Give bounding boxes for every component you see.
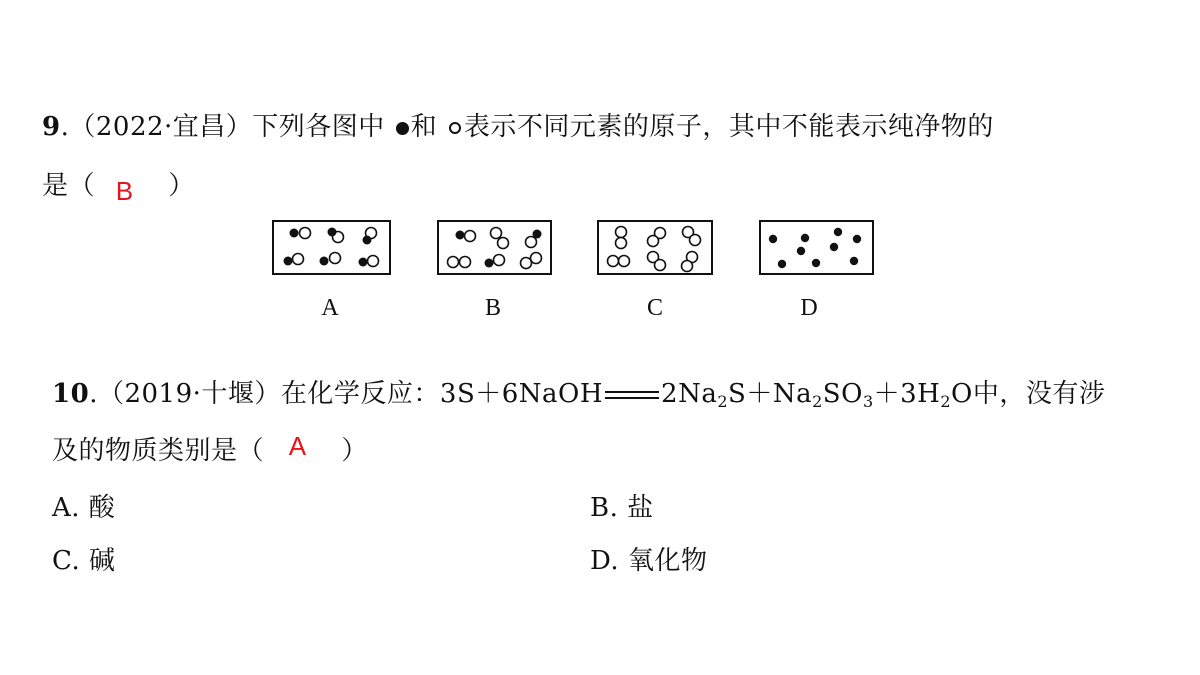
molecule-diagram-a bbox=[274, 222, 389, 273]
atom-empty bbox=[300, 228, 311, 239]
choice-a: A. 酸 bbox=[52, 493, 116, 523]
q10-line1 bbox=[52, 373, 1105, 410]
atom-empty bbox=[648, 236, 659, 247]
equation-subscript: 3 bbox=[862, 392, 874, 411]
equation-part: SO bbox=[822, 379, 863, 409]
option-label-d: D bbox=[800, 295, 818, 321]
equation-part: O bbox=[951, 379, 973, 409]
atom-filled bbox=[290, 229, 299, 238]
atom-filled bbox=[834, 228, 842, 236]
equals-sign bbox=[605, 391, 659, 399]
q9-source: （2022·宜昌） bbox=[69, 112, 253, 142]
atom-empty bbox=[494, 255, 505, 266]
q10-line2-prefix: 及的物质类别是（ bbox=[52, 436, 265, 466]
atom-filled bbox=[456, 231, 465, 240]
atom-empty bbox=[526, 237, 537, 248]
q9-dot: . bbox=[60, 112, 70, 142]
option-label-c: C bbox=[646, 295, 663, 321]
atom-empty bbox=[491, 228, 502, 239]
q9-line2-prefix: 是（ bbox=[42, 171, 96, 201]
q10-answer: A bbox=[288, 431, 307, 461]
choice-c: C. 碱 bbox=[52, 546, 116, 576]
choice-d: D. 氧化物 bbox=[590, 546, 708, 576]
atom-empty bbox=[368, 256, 379, 267]
atom-empty bbox=[460, 257, 471, 268]
atom-empty bbox=[682, 261, 693, 272]
atom-filled bbox=[850, 257, 858, 265]
q9-number: 9 bbox=[42, 112, 61, 142]
molecule-diagram-c bbox=[599, 222, 711, 273]
atom-filled bbox=[485, 259, 494, 268]
q10-dot: . bbox=[89, 379, 98, 409]
atom-empty bbox=[655, 260, 666, 271]
atom-filled bbox=[363, 236, 372, 245]
q10-number: 10 bbox=[52, 379, 90, 409]
equation-part: S＋Na bbox=[728, 379, 813, 409]
atom-empty bbox=[608, 256, 619, 267]
option-label-a: A bbox=[321, 295, 339, 321]
q9-line1 bbox=[42, 106, 994, 143]
atom-empty bbox=[616, 227, 627, 238]
molecule-diagram-d bbox=[761, 222, 872, 273]
atom-filled bbox=[812, 259, 820, 267]
option-label-b: B bbox=[484, 295, 501, 321]
q9-answer: B bbox=[115, 176, 134, 206]
choice-b: B. 盐 bbox=[590, 493, 654, 523]
atom-empty bbox=[293, 254, 304, 265]
atom-empty bbox=[498, 238, 509, 249]
empty-atom-icon bbox=[449, 122, 461, 134]
q10-text-after: 中，没有涉 bbox=[972, 379, 1106, 409]
molecule-diagram-b bbox=[439, 222, 550, 273]
atom-filled bbox=[320, 257, 329, 266]
atom-empty bbox=[619, 256, 630, 267]
option-box-c bbox=[597, 220, 713, 275]
atom-filled bbox=[853, 235, 861, 243]
atom-filled bbox=[328, 228, 337, 237]
atom-empty bbox=[465, 231, 476, 242]
filled-atom-icon bbox=[396, 122, 409, 135]
equation-subscript: 2 bbox=[940, 392, 952, 411]
q9-text-after: 表示不同元素的原子，其中不能表示纯净物的 bbox=[463, 112, 994, 142]
equation-part: 2Na bbox=[661, 379, 718, 409]
equation-subscript: 2 bbox=[812, 392, 823, 411]
atom-filled bbox=[359, 258, 368, 267]
atom-empty bbox=[616, 238, 627, 249]
q10-line2 bbox=[52, 430, 368, 467]
q10-source: （2019·十堰） bbox=[97, 379, 281, 409]
atom-filled bbox=[769, 235, 777, 243]
equation-subscript: 2 bbox=[717, 392, 729, 411]
equation-part: ＋3H bbox=[873, 379, 941, 409]
option-box-a bbox=[272, 220, 391, 275]
atom-filled bbox=[284, 257, 293, 266]
option-box-d bbox=[759, 220, 874, 275]
q9-line2-suffix: ） bbox=[168, 171, 195, 201]
q9-text-and: 和 bbox=[410, 112, 438, 142]
atom-filled bbox=[778, 260, 786, 268]
q9-text-before: 下列各图中 bbox=[252, 112, 385, 142]
atom-empty bbox=[330, 253, 341, 264]
atom-filled bbox=[797, 247, 805, 255]
equation-left: 3S＋6NaOH bbox=[439, 379, 604, 409]
q10-text-before: 在化学反应： bbox=[280, 379, 440, 409]
option-box-b bbox=[437, 220, 552, 275]
atom-empty bbox=[690, 235, 701, 246]
q10-line2-suffix: ） bbox=[341, 436, 368, 466]
q9-line2 bbox=[42, 165, 195, 206]
atom-filled bbox=[801, 234, 809, 242]
atom-filled bbox=[830, 243, 838, 251]
atom-empty bbox=[531, 253, 542, 264]
atom-empty bbox=[448, 257, 459, 268]
